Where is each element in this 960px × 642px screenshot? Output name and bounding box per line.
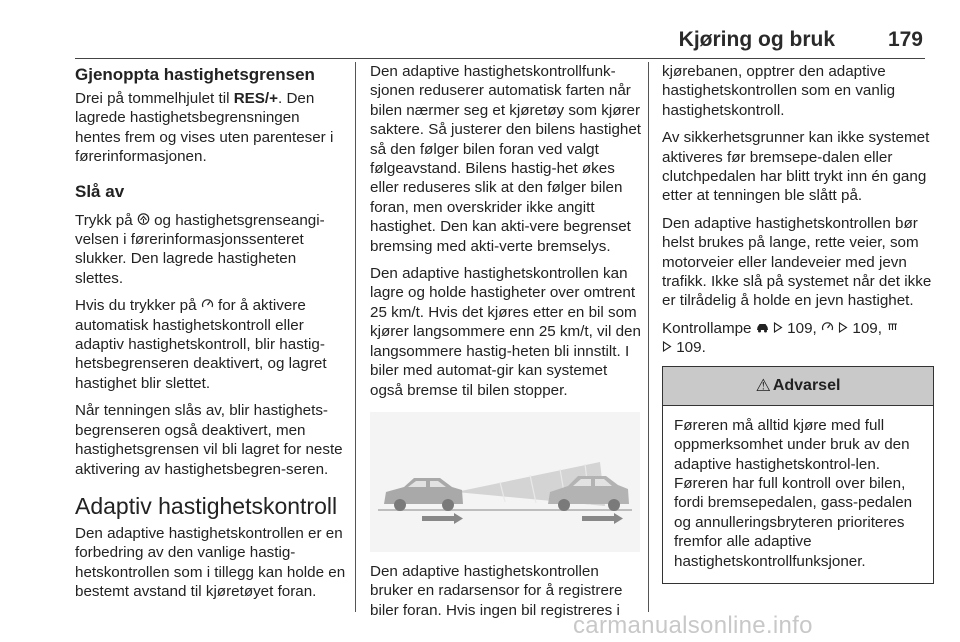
paragraph-no-vehicle: kjørebanen, opptrer den adaptive hastighetskontrollen som en vanlig hastighetskontroll. [662,63,896,119]
cruise-control-icon [201,296,214,315]
cruise-control-icon [821,319,834,338]
page-reference-icon[interactable] [773,319,783,338]
column-1 [75,62,347,610]
radar-diagram [370,412,640,552]
paragraph-acc-function: Den adaptive hastighetskontrollfunk-sjonen reduserer automatisk farten når bilen nærmer seg et kjøretøy som kjører saktere. Så justerer den bilens hastighet så den følger bilen foran ved valgt følgeavstand. Bilens hastig-het økes eller reduseres slik at den følger bilen foran, men overskrider ikke angitt hastighet. Den kan akti-vere begrenset bremsing med akti-verte bremselys. [370,63,642,255]
column-divider-1 [355,62,356,612]
header-title: Kjøring og bruk [678,28,835,51]
column-divider-2 [648,62,649,612]
warning-header [663,367,933,406]
paragraph-switch-off-3: Når tenningen slås av, blir hastighets-begrenseren også deaktivert, men hastighetsgrensen vil bli lagret for neste aktivering av hastighetsbegren-seren. [75,402,343,478]
warning-title: Advarsel [772,376,841,394]
speed-limiter-icon [886,319,899,338]
column-3 [662,62,934,584]
car-ahead-icon [756,319,769,338]
radar-illustration [370,412,640,552]
heading-adaptive-cruise: Adaptiv hastighetskontroll [75,492,338,519]
page-header [75,0,925,59]
paragraph-control-lamps: Kontrollampe 109, 109, 109. [662,319,934,358]
paragraph-resume: Drei på tommelhjulet til RES/+. Den lagrede hastighetsbegrensningen hentes frem og vises uten parenteser i førerinformasjonen. [75,90,334,166]
warning-box [662,366,934,584]
page-reference-icon[interactable] [838,319,848,338]
warning-text: Føreren må alltid kjøre med full oppmerksomhet under bruk av den adaptive hastighetskontrol-len. Føreren har full kontroll over bilen, fordi bremsepedalen, gass-pedalen og annulleringsbryteren prioriteres fremfor alle adaptive hastighetskontrollfunksjoner. [674,416,913,570]
paragraph-acc-speeds: Den adaptive hastighetskontrollen kan lagre og holde hastigheter over omtrent 25 km/t. Hvis det kjøres etter en bil som kjører langsommere enn 25 km/t, vil den langsommere hastig-heten bli innstilt. I biler med automat-gir kan systemet også bremse til bilen stopper. [370,265,641,399]
res-plus-label: RES/+ [233,90,279,107]
heading-resume-limit: Gjenoppta hastighetsgrensen [75,65,315,84]
watermark: carmanualsonline.info [573,612,813,639]
paragraph-switch-off-2: Hvis du trykker på for å aktivere automatisk hastighetskontroll eller adaptiv hastighetskontroll, blir hastig-hetsbegrenseren deaktivert, og lagret hastighet blir slettet. [75,297,327,392]
heading-switch-off: Slå av [75,181,125,201]
paragraph-acc-radar: Den adaptive hastighetskontrollen bruker en radarsensor for å registrere biler foran. Hvis ingen bil registreres i [370,562,623,619]
paragraph-usage: Den adaptive hastighetskontrollen bør helst brukes på lange, rette veier, som motorveier eller landeveier med jevn trafikk. Ikke slå på systemet når det ikke er tilrådelig å holde en jevn hastighet. [662,214,932,310]
paragraph-switch-off-1: Trykk på og hastighetsgrenseangi-velsen i førerinformasjonssenteret slukker. Den lagrede hastigheten slettes. [75,211,325,287]
warning-triangle-icon: ⚠ [755,375,771,395]
page-reference-icon[interactable] [662,338,672,357]
paragraph-safety: Av sikkerhetsgrunner kan ikke systemet aktiveres før bremsepe-dalen eller clutchpedalen har blitt trykt inn én gang etter at tenningen ble slått på. [662,129,930,205]
speed-limiter-icon [137,211,150,230]
paragraph-adaptive-intro: Den adaptive hastighetskontrollen er en forbedring av den vanlige hastig-hetskontrollen som i tillegg kan holde en bestemt avstand til kjøretøyet foran. [75,524,346,601]
page-number: 179 [887,28,923,51]
column-2 [370,62,642,628]
